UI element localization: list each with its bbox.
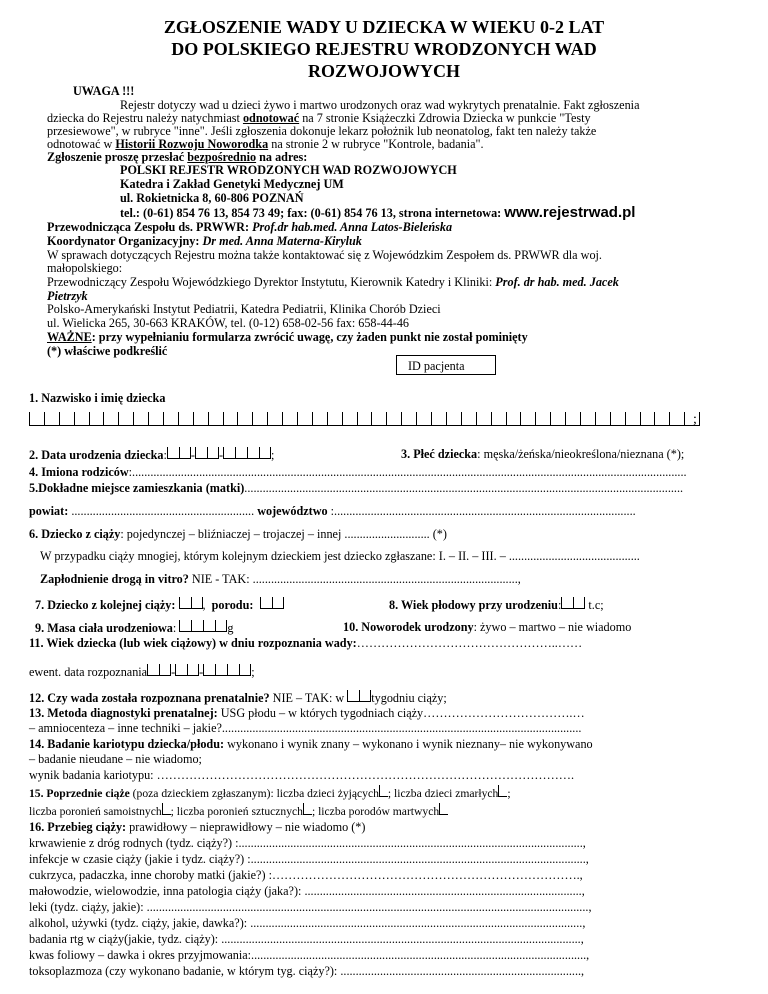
- q16-line-bleeding: krwawienie z dróg rodnych (tydz. ciąży?) :.................................................................................................................,: [29, 836, 586, 850]
- birth-year-cell-1[interactable]: [223, 447, 235, 459]
- underline-hint: (*) właściwe podkreślić: [47, 344, 168, 358]
- gestational-age-cell-2[interactable]: [573, 597, 585, 609]
- pregnancy-number-cell-1[interactable]: [179, 597, 191, 609]
- pregnancy-number-cell-2[interactable]: [191, 597, 203, 609]
- q6-row: 6. Dziecko z ciąży: pojedynczej – bliźniaczej – trojaczej – innej ............................ (*): [29, 527, 447, 541]
- diag-year-cell-3[interactable]: [227, 664, 239, 676]
- q16-row: 16. Przebieg ciąży: prawidłowy – nieprawidłowy – nie wiadomo (*): [29, 820, 366, 834]
- diag-day-cell-1[interactable]: [147, 664, 159, 676]
- child-name-cells[interactable]: [29, 412, 700, 426]
- warning-text-4: odnotować w Historii Rozwoju Noworodka na stronie 2 w rubryce "Kontrole, badania".: [47, 137, 484, 151]
- q2-row: 2. Data urodzenia dziecka: - - ;: [29, 448, 275, 462]
- address-org: POLSKI REJESTR WRODZONYCH WAD ROZWOJOWYCH: [120, 163, 457, 177]
- birth-day-cell-1[interactable]: [167, 447, 179, 459]
- birth-month-cell-1[interactable]: [195, 447, 207, 459]
- prenatal-week-cell-1[interactable]: [347, 690, 359, 702]
- living-children-cell[interactable]: [379, 785, 388, 797]
- regional-text-3: Przewodniczący Zespołu Wojewódzkiego Dyrektor Instytutu, Kierownik Katedry i Kliniki: Prof. dr hab. med. Jacek: [47, 275, 619, 289]
- birth-number-cell-1[interactable]: [260, 597, 272, 609]
- stillbirths-cell[interactable]: [439, 803, 448, 815]
- birth-weight-cell-3[interactable]: [203, 620, 215, 632]
- warning-text-1: Rejestr dotyczy wad u dzieci żywo i martwo urodzonych oraz wad wykrytych prenatalnie. Fakt zgłoszenia: [120, 98, 640, 112]
- important-note: WAŻNE: przy wypełnianiu formularza zwrócić uwagę, czy żaden punkt nie został pominięty: [47, 330, 528, 344]
- patient-id-box[interactable]: [396, 355, 496, 375]
- deceased-children-cell[interactable]: [498, 785, 507, 797]
- birth-month-cell-2[interactable]: [207, 447, 219, 459]
- birth-year-cell-4[interactable]: [259, 447, 271, 459]
- ivf-row: Zapłodnienie drogą in vitro? NIE - TAK: .......................................................................................,: [40, 572, 521, 586]
- q1-end: ;: [693, 412, 697, 427]
- q7-row: 7. Dziecko z kolejnej ciąży: , porodu:: [35, 597, 284, 613]
- regional-text-2: małopolskiego:: [47, 261, 123, 275]
- q9-row: 9. Masa ciała urodzeniowa: g: [35, 621, 234, 635]
- q14-row: 14. Badanie kariotypu dziecka/płodu: wykonano i wynik znany – wykonano i wynik nieznany– nie wykonywano: [29, 737, 593, 751]
- q16-line-diseases: cukrzyca, padaczka, inne choroby matki (jakie?) :………………………………………………………………….,: [29, 868, 583, 882]
- regional-text-5: Polsko-Amerykański Instytut Pediatrii, Katedra Pediatrii, Klinika Chorób Dzieci: [47, 302, 441, 316]
- birth-weight-cell-1[interactable]: [179, 620, 191, 632]
- diagnosis-date-row: ewent. data rozpoznania - - ;: [29, 665, 255, 679]
- patient-id-label: ID pacjenta: [408, 359, 465, 373]
- q16-line-infections: infekcje w czasie ciąży (jakie i tydz. ciąży?) :..............................................................................................................,: [29, 852, 589, 866]
- q16-line-folic-acid: kwas foliowy – dawka i okres przyjmowania:..............................................................................................................,: [29, 948, 590, 962]
- diag-month-cell-1[interactable]: [175, 664, 187, 676]
- regional-text-6: ul. Wielicka 265, 30-663 KRAKÓW, tel. (0-12) 658-02-56 fax: 658-44-46: [47, 316, 410, 330]
- form-title-line-1: ZGŁOSZENIE WADY U DZIECKA W WIEKU 0-2 LAT: [163, 17, 605, 37]
- form-title-line-3: ROZWOJOWYCH: [307, 61, 460, 81]
- warning-text-3: przesiewowe", w rubryce "inne". Jeśli zgłoszenia dokonuje lekarz położnik lub neonatolog, fakt ten należy także: [47, 124, 597, 138]
- birth-weight-cell-4[interactable]: [215, 620, 227, 632]
- q16-line-drugs: leki (tydz. ciąży, jakie): .................................................................................................................................................,: [29, 900, 592, 914]
- q11-row: 11. Wiek dziecka (lub wiek ciążowy) w dniu rozpoznania wady:…………………………………………..……: [29, 636, 583, 650]
- q16-line-toxoplasmosis: toksoplazmoza (czy wykonano badanie, w którym tyg. ciąży?): ...............................................................................,: [29, 964, 585, 978]
- website-link[interactable]: www.rejestrwad.pl: [504, 204, 636, 221]
- birth-number-cell-2[interactable]: [272, 597, 284, 609]
- birth-weight-cell-2[interactable]: [191, 620, 203, 632]
- diag-year-cell-4[interactable]: [239, 664, 251, 676]
- birth-year-cell-3[interactable]: [247, 447, 259, 459]
- q16-line-xray: badania rtg w ciąży(jakie, tydz. ciąży): ......................................................................................................................,: [29, 932, 584, 946]
- regional-text-1: W sprawach dotyczących Rejestru można także kontaktować się z Wojewódzkim Zespołem ds. PRWWR dla woj.: [47, 248, 602, 262]
- q4-row: 4. Imiona rodziców:......................................................................................................................................................................................: [29, 465, 687, 479]
- address-dept: Katedra i Zakład Genetyki Medycznej UM: [120, 177, 344, 191]
- q13-row: 13. Metoda diagnostyki prenatalnej: USG płodu – w których tygodniach ciąży……………………………….…: [29, 706, 585, 720]
- prenatal-week-cell-2[interactable]: [359, 690, 371, 702]
- warning-text-2: dziecka do Rejestru należy natychmiast odnotować na 7 stronie Książeczki Zdrowia Dziecka w punkcie "Testy: [47, 111, 591, 125]
- warning-heading: UWAGA !!!: [73, 84, 135, 98]
- q10-row: 10. Noworodek urodzony: żywo – martwo – nie wiadomo: [343, 620, 632, 634]
- spontaneous-abortions-cell[interactable]: [162, 803, 171, 815]
- address-street: ul. Rokietnicka 8, 60-806 POZNAŃ: [120, 191, 304, 205]
- send-instruction: Zgłoszenie proszę przesłać bezpośrednio na adres:: [47, 150, 308, 164]
- q15-row-2: liczba poronień samoistnych ; liczba poronień sztucznych ; liczba porodów martwych: [29, 803, 448, 818]
- birth-day-cell-2[interactable]: [179, 447, 191, 459]
- q12-row: 12. Czy wada została rozpoznana prenatalnie? NIE – TAK: w tygodniu ciąży;: [29, 691, 447, 705]
- coordinator-line: Koordynator Organizacyjny: Dr med. Anna Materna-Kiryluk: [47, 234, 362, 248]
- q8-row: 8. Wiek płodowy przy urodzeniu: t.c;: [389, 598, 604, 612]
- q1-label: 1. Nazwisko i imię dziecka: [29, 391, 166, 405]
- q5-row: 5.Dokładne miejsce zamieszkania (matki)................................................................................................................................................: [29, 481, 684, 495]
- birth-year-cell-2[interactable]: [235, 447, 247, 459]
- q15-row: 15. Poprzednie ciąże (poza dzieckiem zgłaszanym): liczba dzieci żyjących ; liczba dzieci zmarłych ;: [29, 787, 511, 800]
- chair-line: Przewodnicząca Zespołu ds. PRWWR: Prof.dr hab.med. Anna Latos-Bieleńska: [47, 220, 453, 234]
- q14-row-2: – badanie nieudane – nie wiadomo;: [29, 752, 202, 766]
- diag-day-cell-2[interactable]: [159, 664, 171, 676]
- q6-multiple: W przypadku ciąży mnogiej, którym kolejnym dzieckiem jest dziecko zgłaszane: I. – II. – III. – ...........................................: [40, 549, 640, 563]
- q14-row-3: wynik badania kariotypu: ………………………………………………………………………………………….: [29, 768, 575, 782]
- q13-row-2: – amniocenteza – inne techniki – jakie?......................................................................................................................: [29, 721, 582, 735]
- regional-text-4: Pietrzyk: [47, 289, 88, 303]
- diag-year-cell-1[interactable]: [203, 664, 215, 676]
- diag-year-cell-2[interactable]: [215, 664, 227, 676]
- q3-row: 3. Płeć dziecka: męska/żeńska/nieokreślona/nieznana (*);: [401, 447, 685, 461]
- induced-abortions-cell[interactable]: [303, 803, 312, 815]
- q16-line-amniotic: małowodzie, wielowodzie, inna patologia ciąży (jaka?): ...........................................................................................,: [29, 884, 585, 898]
- diag-month-cell-2[interactable]: [187, 664, 199, 676]
- address-contact: tel.: (0-61) 854 76 13, 854 73 49; fax: (0-61) 854 76 13, strona internetowa: www.rejestrwad.pl: [120, 204, 636, 221]
- form-title-line-2: DO POLSKIEGO REJESTRU WRODZONYCH WAD: [171, 39, 597, 59]
- powiat-row: powiat: ............................................................ województwo :...................................................................................................: [29, 504, 636, 518]
- gestational-age-cell-1[interactable]: [561, 597, 573, 609]
- q16-line-alcohol: alkohol, używki (tydz. ciąży, jakie, dawka?): .............................................................................................................,: [29, 916, 586, 930]
